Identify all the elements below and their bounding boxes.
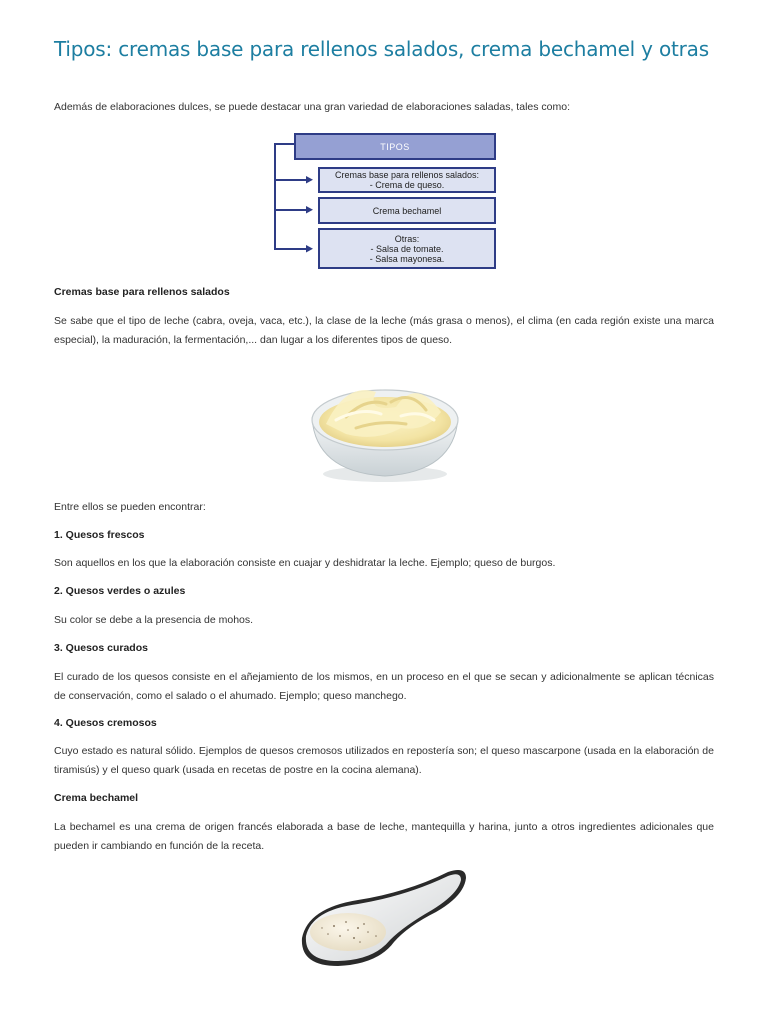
diagram-top-connector <box>274 143 294 145</box>
cheese-2-heading: 2. Quesos verdes o azules <box>54 585 186 597</box>
diagram-arrow-1 <box>274 179 310 181</box>
cheese-4-text: Cuyo estado es natural sólido. Ejemplos de quesos cremosos utilizados en repostería son; el queso mascarpone (usada en la elaboración de tiramisús) y el queso quark (usada en recetas de postre en la cocina alemana). <box>54 745 714 776</box>
page-title: Tipos: cremas base para rellenos salados, crema bechamel y otras <box>54 37 709 61</box>
diagram-header-box <box>294 133 496 160</box>
diagram-header-label: TIPOS <box>380 141 410 152</box>
cheese-4-heading: 4. Quesos cremosos <box>54 717 157 729</box>
cheese-1-heading: 1. Quesos frescos <box>54 529 145 541</box>
diagram-box-otras-line2: - Salsa de tomate. <box>370 243 444 254</box>
bechamel-spoon-image <box>298 866 468 970</box>
diagram-box-cremas <box>318 167 496 193</box>
diagram-arrow-2 <box>274 209 310 211</box>
diagram-box-cremas-line2: - Crema de queso. <box>369 180 445 190</box>
diagram-box-otras-line3: - Salsa mayonesa. <box>369 253 445 264</box>
cream-cheese-bowl-image <box>306 362 464 486</box>
diagram-box-otras <box>318 228 496 269</box>
cheese-1-text: Son aquellos en los que la elaboración consiste en cuajar y deshidratar la leche. Ejemplo; queso de burgos. <box>54 557 556 569</box>
arrowhead-1-icon <box>306 176 313 184</box>
intro-paragraph: Además de elaboraciones dulces, se puede destacar una gran variedad de elaboraciones saladas, tales como: <box>54 101 570 113</box>
section2-heading: Crema bechamel <box>54 792 139 804</box>
section2-paragraph: La bechamel es una crema de origen francés elaborada a base de leche, mantequilla y harina, junto a otros ingredientes adicionales que pueden ir cambiando en función de la receta. <box>54 821 714 852</box>
diagram-arrow-3 <box>274 248 310 250</box>
diagram-box-cremas-line1: Cremas base para rellenos salados: <box>334 170 480 180</box>
arrowhead-2-icon <box>306 206 313 214</box>
arrowheads <box>306 175 314 255</box>
cheese-3-text: El curado de los quesos consiste en el añejamiento de los mismos, en un proceso en el que se secan y adicionalmente se aplican técnicas de conservación, como el salado o el ahumado. Ejemplo; queso manchego. <box>54 671 714 702</box>
section1-heading: Cremas base para rellenos salados <box>54 286 230 298</box>
between-text: Entre ellos se pueden encontrar: <box>54 501 206 513</box>
arrowhead-3-icon <box>306 245 313 253</box>
diagram-box-bechamel <box>318 197 496 224</box>
types-diagram <box>270 131 496 271</box>
diagram-vertical-line <box>274 143 276 249</box>
diagram-box-bechamel-label: Crema bechamel <box>372 205 442 216</box>
diagram-box-otras-line1: Otras: <box>394 233 420 244</box>
cheese-2-text: Su color se debe a la presencia de mohos. <box>54 614 254 626</box>
cheese-3-heading: 3. Quesos curados <box>54 642 148 654</box>
section1-paragraph: Se sabe que el tipo de leche (cabra, oveja, vaca, etc.), la clase de la leche (más grasa o menos), el clima (en cada región existe una marca especial), la maduración, la fermentación,... dan lugar a los diferentes tipos de queso. <box>54 315 714 346</box>
